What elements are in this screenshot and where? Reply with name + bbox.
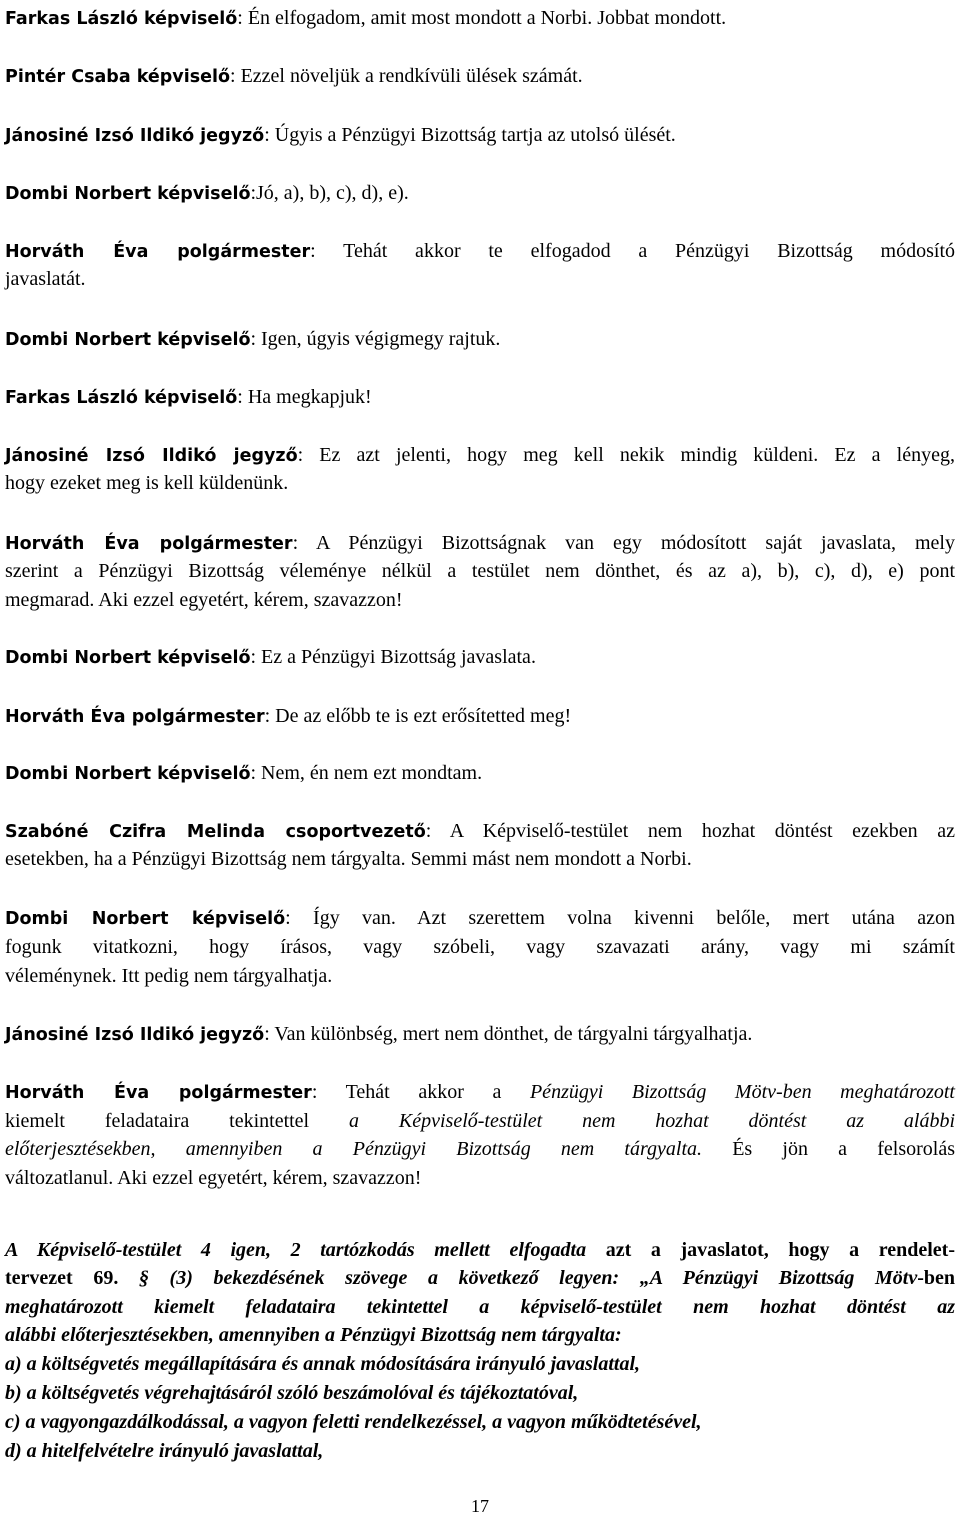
speaker-name: Farkas László képviselő: [5, 388, 238, 408]
paragraph-continuation: [5, 1109, 955, 1133]
paragraph: [5, 64, 583, 89]
paragraph: [5, 819, 955, 844]
paragraph: [5, 906, 955, 931]
paragraph-continuation: fogunk vitatkozni, hogy írásos, vagy szóbeli, vagy szavazati arány, vagy mi számít: [5, 936, 955, 958]
paragraph-continuation: szerint a Pénzügyi Bizottság véleménye nélkül a testület nem dönthet, és az a), b), c), d), e) pont: [5, 560, 955, 582]
speech-text: : Igen, úgyis végigmegy rajtuk.: [250, 328, 501, 350]
resolution-text: azt a javaslatot, hogy a rendelet-: [586, 1239, 956, 1261]
paragraph-continuation: hogy ezeket meg is kell küldenünk.: [5, 472, 289, 494]
speaker-name: Jánosiné Izsó Ildikó jegyző: [5, 1025, 265, 1045]
paragraph-continuation: változatlanul. Aki ezzel egyetért, kérem, szavazzon!: [5, 1167, 422, 1189]
speech-text: : Tehát akkor a: [311, 1081, 530, 1103]
resolution-line: meghatározott kiemelt feladataira tekintettel a képviselő-testület nem hozhat döntést az: [5, 1296, 955, 1318]
paragraph: [5, 704, 571, 729]
speaker-name: Jánosiné Izsó Ildikó jegyző: [5, 446, 298, 466]
speaker-name: Dombi Norbert képviselő: [5, 764, 251, 784]
speech-text-italic: előterjesztésekben, amennyiben a Pénzügyi Bizottság nem tárgyalta.: [5, 1138, 703, 1160]
paragraph: [5, 239, 955, 264]
speech-text-italic: a Képviselő-testület nem hozhat döntést az alábbi: [349, 1110, 956, 1132]
speaker-name: Farkas László képviselő: [5, 9, 238, 29]
paragraph: [5, 761, 482, 786]
paragraph-continuation: megmarad. Aki ezzel egyetért, kérem, szavazzon!: [5, 589, 403, 611]
paragraph-continuation: javaslatát.: [5, 268, 86, 290]
speech-text: És jön a felsorolás: [702, 1138, 956, 1160]
resolution-text: tervezet 69.: [5, 1267, 139, 1289]
speech-text-italic: Pénzügyi Bizottság Mötv-ben meghatározott: [529, 1081, 955, 1103]
speech-text: :Jó, a), b), c), d), e).: [250, 182, 409, 204]
speaker-name: Horváth Éva polgármester: [5, 1083, 312, 1103]
paragraph-continuation: esetekben, ha a Pénzügyi Bizottság nem tárgyalta. Semmi mást nem mondott a Norbi.: [5, 848, 692, 870]
speaker-name: Horváth Éva polgármester: [5, 534, 293, 554]
speech-text: : Ha megkapjuk!: [237, 386, 372, 408]
paragraph: [5, 123, 676, 148]
speaker-name: Szabóné Czifra Melinda csoportvezető: [5, 822, 426, 842]
resolution-list-item: c) a vagyongazdálkodással, a vagyon feletti rendelkezéssel, a vagyon működtetésével,: [5, 1411, 702, 1433]
speech-text: : Így van. Azt szerettem volna kivenni belőle, mert utána azon: [285, 907, 955, 929]
speaker-name: Pintér Csaba képviselő: [5, 67, 231, 87]
paragraph-continuation: [5, 1137, 955, 1161]
page-number: 17: [471, 1496, 489, 1516]
resolution-list-item: a) a költségvetés megállapítására és annak módosítására irányuló javaslattal,: [5, 1353, 641, 1375]
speaker-name: Dombi Norbert képviselő: [5, 648, 251, 668]
speech-text: : Ez a Pénzügyi Bizottság javaslata.: [250, 646, 536, 668]
speech-text: : Tehát akkor te elfogadod a Pénzügyi Bizottság módosító: [310, 240, 955, 262]
speaker-name: Dombi Norbert képviselő: [5, 909, 286, 929]
paragraph: [5, 1080, 955, 1105]
resolution-list-item: b) a költségvetés végrehajtásáról szóló beszámolóval és tájékoztatóval,: [5, 1382, 579, 1404]
speaker-name: Jánosiné Izsó Ildikó jegyző: [5, 126, 265, 146]
resolution: [5, 1238, 955, 1262]
paragraph: [5, 327, 500, 352]
paragraph: [5, 385, 372, 410]
resolution-list-item: d) a hitelfelvételre irányuló javaslattal,: [5, 1440, 324, 1462]
resolution-line: alábbi előterjesztésekben, amennyiben a Pénzügyi Bizottság nem tárgyalta:: [5, 1324, 622, 1346]
speech-text: : Ezzel növeljük a rendkívüli ülések számát.: [230, 65, 583, 87]
speech-text: : A Képviselő-testület nem hozhat döntést ezekben az: [425, 820, 955, 842]
resolution-text: § (3) bekezdésének szövege a következő legyen: „A Pénzügyi Bizottság Mötv: [138, 1267, 918, 1289]
paragraph: [5, 181, 409, 206]
speech-text: : A Pénzügyi Bizottságnak van egy módosított saját javaslata, mely: [292, 532, 955, 554]
speech-text: : De az előbb te is ezt erősítetted meg!: [264, 705, 572, 727]
speech-text: : Úgyis a Pénzügyi Bizottság tartja az utolsó ülését.: [264, 124, 676, 146]
paragraph: [5, 443, 955, 468]
speech-text: : Én elfogadom, amit most mondott a Norbi. Jobbat mondott.: [237, 7, 727, 29]
resolution-text: A Képviselő-testület 4 igen, 2 tartózkodás mellett elfogadta: [5, 1239, 587, 1261]
speaker-name: Horváth Éva polgármester: [5, 242, 311, 262]
speaker-name: Horváth Éva polgármester: [5, 707, 265, 727]
paragraph: [5, 6, 726, 31]
paragraph: [5, 531, 955, 556]
resolution-line: [5, 1266, 955, 1290]
speech-text: kiemelt feladataira tekintettel: [5, 1110, 350, 1132]
paragraph: [5, 645, 536, 670]
speech-text: : Van különbség, mert nem dönthet, de tárgyalni tárgyalhatja.: [264, 1023, 753, 1045]
paragraph: [5, 1022, 752, 1047]
speaker-name: Dombi Norbert képviselő: [5, 184, 251, 204]
speaker-name: Dombi Norbert képviselő: [5, 330, 251, 350]
resolution-text: -ben: [917, 1267, 955, 1289]
speech-text: : Nem, én nem ezt mondtam.: [250, 762, 483, 784]
paragraph-continuation: véleménynek. Itt pedig nem tárgyalhatja.: [5, 965, 333, 987]
speech-text: : Ez azt jelenti, hogy meg kell nekik mindig küldeni. Ez a lényeg,: [297, 444, 955, 466]
